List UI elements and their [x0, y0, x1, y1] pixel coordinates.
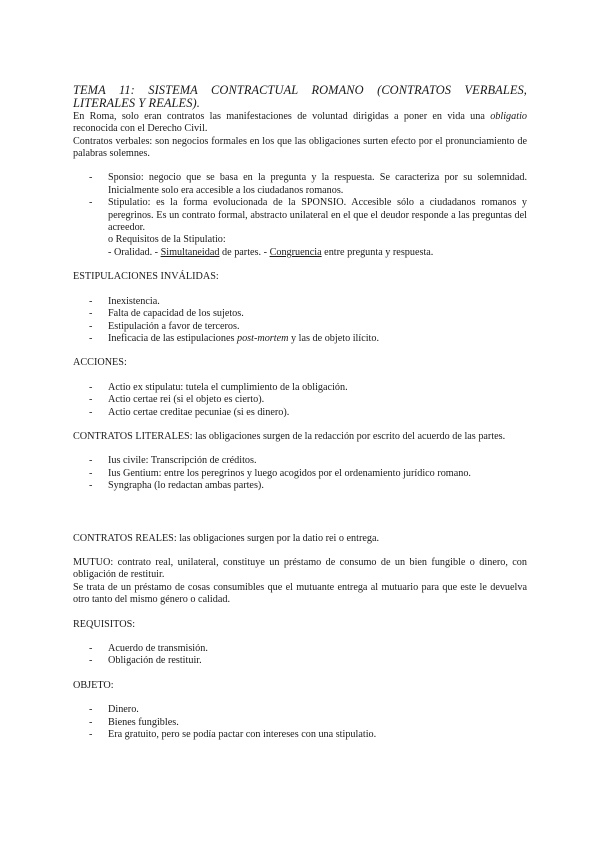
- list-item: [73, 333, 527, 345]
- stipulatio-requisitos-line: [108, 247, 527, 259]
- list-item: - Era gratuito, pero se podía pactar con intereses con una stipulatio.: [73, 729, 527, 741]
- list-item: - Dinero.: [73, 704, 527, 716]
- oralidad-text: - Oralidad. -: [108, 246, 161, 258]
- list-item: - Ius civile: Transcripción de créditos.: [73, 455, 527, 467]
- page-title: TEMA 11: SISTEMA CONTRACTUAL ROMANO (CONTRATOS VERBALES, LITERALES Y REALES).: [73, 83, 527, 111]
- intro-text: En Roma, solo eran contratos las manifestaciones de voluntad dirigidas a poner en vida una: [73, 110, 491, 122]
- requisitos-heading: REQUISITOS:: [73, 618, 136, 630]
- entre-text: entre pregunta y respuesta.: [321, 246, 434, 258]
- stipulatio-requisitos-label: o Requisitos de la Stipulatio:: [108, 234, 226, 246]
- list-item: - Bienes fungibles.: [73, 717, 527, 729]
- list-item: - Estipulación a favor de terceros.: [73, 321, 527, 333]
- simultaneidad-text: Simultaneidad: [160, 246, 220, 258]
- list-item: - Actio ex stipulatu: tutela el cumplimiento de la obligación.: [73, 382, 527, 394]
- acciones-heading: ACCIONES:: [73, 357, 127, 369]
- list-item: - Actio certae creditae pecuniae (si es dinero).: [73, 407, 527, 419]
- de-partes-text: de partes. -: [219, 246, 270, 258]
- document-page: [73, 84, 527, 741]
- list-item: - Syngrapha (lo redactan ambas partes).: [73, 480, 527, 492]
- intro-italic: obligatio: [490, 110, 527, 122]
- invalidas-list: [73, 296, 527, 346]
- post-mortem-text: post-mortem: [236, 332, 289, 344]
- literales-paragraph: CONTRATOS LITERALES: las obligaciones surgen de la redacción por escrito del acuerdo de las partes.: [73, 430, 506, 442]
- list-item: - Ius Gentium: entre los peregrinos y luego acogidos por el ordenamiento jurídico romano.: [73, 468, 527, 480]
- requisitos-list: [73, 643, 527, 668]
- verbales-definition: Contratos verbales: son negocios formales en los que las obligaciones surten efecto por el pronunciamiento de palabras solemnes.: [73, 135, 527, 160]
- objeto-list: [73, 704, 527, 741]
- list-item: - Acuerdo de transmisión.: [73, 643, 527, 655]
- list-item-text: Ineficacia de las estipulaciones: [108, 332, 237, 344]
- list-item: - Inexistencia.: [73, 296, 527, 308]
- list-item: - Falta de capacidad de los sujetos.: [73, 308, 527, 320]
- list-item: [73, 197, 527, 259]
- verbales-list: [73, 172, 527, 259]
- list-item-text-end: y las de objeto ilícito.: [288, 332, 380, 344]
- invalidas-heading: ESTIPULACIONES INVÁLIDAS:: [73, 271, 219, 283]
- list-item: - Sponsio: negocio que se basa en la pregunta y la respuesta. Se caracteriza por su solemnidad. Inicialmente solo era accesible a los ciudadanos romanos.: [73, 172, 527, 197]
- list-item: - Actio certae rei (si el objeto es cierto).: [73, 394, 527, 406]
- literales-list: [73, 455, 527, 492]
- list-item: - Obligación de restituir.: [73, 655, 527, 667]
- mutuo-description: Se trata de un préstamo de cosas consumibles que el mutuante entrega al mutuario para que este le devuelva otro tanto del mismo género o calidad.: [73, 581, 527, 606]
- intro-text-end: reconocida con el Derecho Civil.: [73, 123, 208, 135]
- reales-paragraph: CONTRATOS REALES: las obligaciones surgen por la datio rei o entrega.: [73, 532, 380, 544]
- acciones-list: [73, 382, 527, 419]
- stipulatio-text: Stipulatio: es la forma evolucionada de la SPONSIO. Accesible sólo a ciudadanos romanos y peregrinos. Es un contrato formal, abstracto unilateral en el que el deudor responde a las preguntas del acreedor.: [108, 197, 527, 234]
- congruencia-text: Congruencia: [269, 246, 322, 258]
- intro-paragraph: [73, 111, 527, 136]
- objeto-heading: OBJETO:: [73, 679, 114, 691]
- mutuo-paragraph: MUTUO: contrato real, unilateral, constituye un préstamo de consumo de un bien fungible o dinero, con obligación de restituir.: [73, 556, 527, 581]
